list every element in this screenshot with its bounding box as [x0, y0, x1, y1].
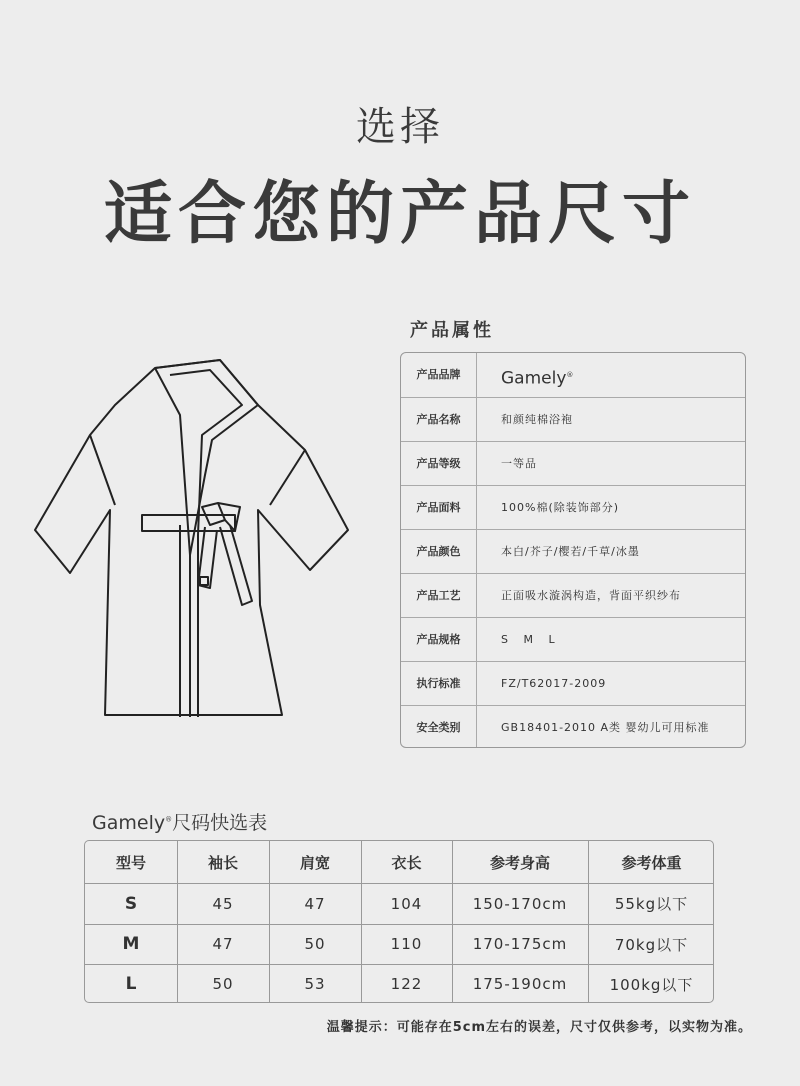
attr-row-safety — [401, 705, 745, 748]
column-header: 衣长 — [391, 853, 422, 872]
attr-row-spec — [401, 617, 745, 661]
attr-value: 正面吸水漩涡构造，背面平织纱布 — [501, 589, 681, 602]
table-cell: 70kg以下 — [614, 935, 689, 954]
attr-label: 执行标准 — [401, 662, 477, 706]
attr-label: 产品工艺 — [401, 574, 477, 618]
title-line-1: 选择 — [356, 104, 444, 150]
attr-label: 产品名称 — [401, 398, 477, 442]
size-note: 温馨提示：可能存在5cm左右的误差，尺寸仅供参考，以实物为准。 — [326, 1020, 752, 1035]
brand-text: Gamely — [501, 368, 567, 389]
title-line-2: 适合您的产品尺寸 — [103, 175, 696, 254]
bathrobe-illustration — [30, 355, 350, 725]
table-cell: 50 — [212, 975, 234, 993]
column-header: 肩宽 — [299, 853, 330, 872]
table-cell: 170-175cm — [472, 935, 568, 953]
attr-row-standard — [401, 661, 745, 705]
attr-value: 和颜纯棉浴袍 — [501, 413, 573, 426]
attr-value: 一等品 — [501, 457, 537, 470]
attr-row-grade — [401, 441, 745, 485]
column-header: 袖长 — [207, 853, 238, 872]
column-header: 型号 — [115, 853, 146, 872]
attr-row-fabric — [401, 485, 745, 529]
attr-value: GB18401-2010 A类 婴幼儿可用标准 — [501, 721, 710, 734]
attr-label: 安全类别 — [401, 706, 477, 748]
attr-value: 本白/芥子/樱若/千草/冰墨 — [501, 545, 640, 558]
table-cell: 122 — [390, 975, 423, 993]
table-cell-size: S — [124, 893, 138, 914]
column-header: 参考体重 — [621, 853, 682, 872]
attr-row-brand — [401, 353, 745, 397]
attr-value: S M L — [501, 633, 561, 646]
attr-value: FZ/T62017-2009 — [501, 677, 607, 690]
table-cell-size: M — [122, 934, 140, 954]
attr-row-name — [401, 397, 745, 441]
attr-label: 产品面料 — [401, 486, 477, 530]
attributes-heading: 产品属性 — [410, 320, 494, 341]
table-cell: 45 — [212, 894, 234, 913]
brand-text: Gamely — [92, 812, 166, 834]
size-chart-title: 尺码快选表 — [172, 812, 268, 834]
size-table — [84, 840, 714, 1003]
attr-value: 100%棉(除装饰部分) — [501, 501, 620, 514]
table-cell: 104 — [390, 894, 423, 913]
table-cell: 50 — [304, 935, 326, 953]
attr-row-craft — [401, 573, 745, 617]
table-cell: 47 — [212, 935, 234, 953]
size-chart-heading: Gamely®尺码快选表 — [92, 812, 268, 834]
attr-label: 产品规格 — [401, 618, 477, 662]
attr-label: 产品颜色 — [401, 530, 477, 574]
table-cell: 110 — [390, 935, 423, 953]
brand-logo: Gamely® — [501, 368, 574, 389]
table-cell: 175-190cm — [472, 975, 568, 993]
table-cell: 47 — [304, 894, 326, 913]
attr-row-color — [401, 529, 745, 573]
attr-label: 产品品牌 — [401, 353, 477, 397]
table-cell: 53 — [304, 975, 326, 993]
attributes-table — [400, 352, 746, 748]
table-cell: 150-170cm — [472, 894, 568, 913]
attr-label: 产品等级 — [401, 442, 477, 486]
table-cell: 100kg以下 — [609, 975, 694, 994]
table-cell-size: L — [125, 974, 137, 994]
table-cell: 55kg以下 — [614, 895, 689, 913]
column-header: 参考身高 — [489, 853, 550, 872]
